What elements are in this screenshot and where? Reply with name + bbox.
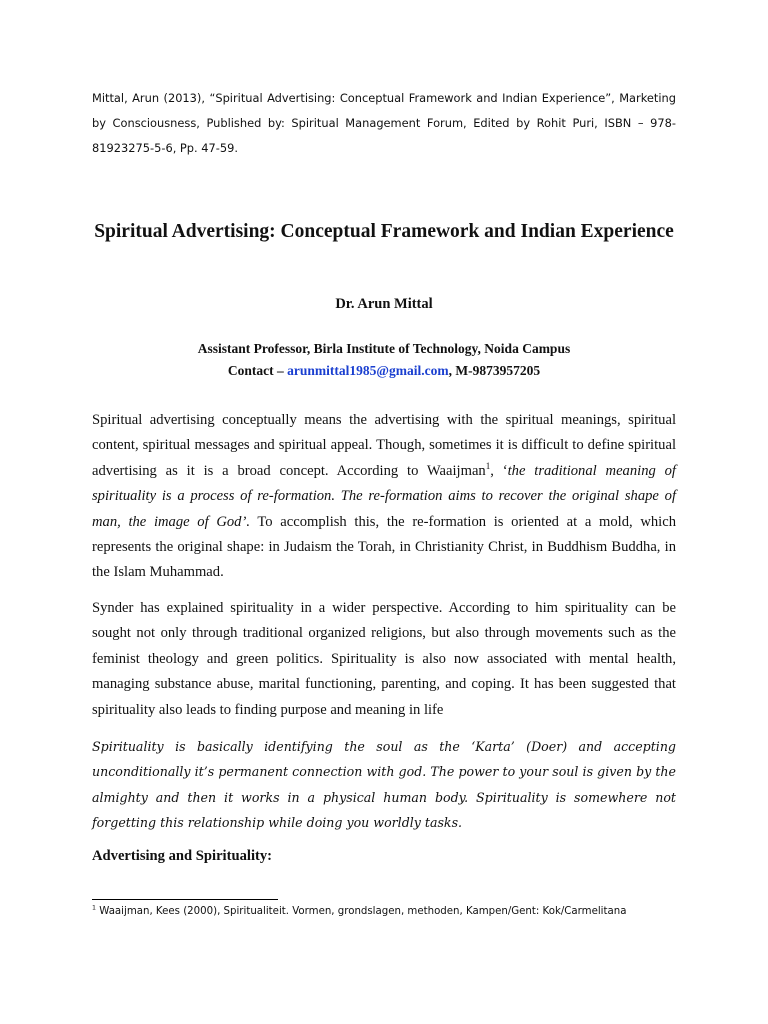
- affiliation: Assistant Professor, Birla Institute of Technology, Noida Campus: [197, 341, 571, 356]
- footnote-text: Waaijman, Kees (2000), Spiritualiteit. Vormen, grondslagen, methoden, Kampen/Gent: Kok/Carmelitana: [96, 906, 627, 917]
- paragraph-1-text-b: , ‘: [490, 462, 508, 479]
- contact-line: [92, 360, 676, 382]
- paragraph-3-italic: Spirituality is basically identifying the soul as the ‘Karta’ (Doer) and accepting unconditionally it’s permanent connection with god. The power to your soul is given by the almighty and then it works in a physical human body. Spirituality is somewhere not forgetting this relationship while doing you worldly tasks.: [92, 739, 676, 831]
- citation-header: Mittal, Arun (2013), “Spiritual Advertising: Conceptual Framework and Indian Experience”, Marketing by Consciousness, Published by: Spiritual Management Forum, Edited by Rohit Puri, ISBN – 978-81923275-5-6, Pp. 47-59.: [92, 91, 676, 155]
- paragraph-1-text-c: To accomplish this, the re-formation is oriented at a mold, which represents the original shape: in Judaism the Torah, in Christianity Christ, in Buddhism Buddha, in the Islam Muhammad.: [92, 513, 676, 581]
- paragraph-1: [92, 408, 676, 586]
- footnote-divider: [92, 899, 278, 900]
- author-name: Dr. Arun Mittal: [335, 296, 433, 312]
- paragraph-1-text-a: Spiritual advertising conceptually means the advertising with the spiritual meanings, spiritual content, spiritual messages and spiritual appeal. Though, sometimes it is difficult to define spiritual advertising as it is a broad concept. According to Waaijman: [92, 412, 676, 479]
- paper-title: Spiritual Advertising: Conceptual Framework and Indian Experience: [94, 221, 674, 242]
- email-link[interactable]: arunmittal1985@gmail.com: [287, 363, 449, 378]
- section-heading: Advertising and Spirituality:: [92, 848, 273, 864]
- waaijman-quote: the traditional meaning of spirituality is a process of re-formation. The re-formation aims to recover the original shape of man, the image of God’.: [92, 462, 676, 530]
- footnote: [92, 906, 692, 917]
- footnote-reference[interactable]: 1: [485, 460, 491, 471]
- contact-prefix: Contact –: [227, 363, 288, 378]
- footnote-number: 1: [92, 904, 97, 912]
- paragraph-2: Synder has explained spirituality in a wider perspective. According to him spirituality can be sought not only through traditional organized religions, but also through movements such as the feminist theology and green politics. Spirituality is also now associated with mental health, managing substance abuse, marital functioning, parenting, and coping. It has been suggested that spirituality also leads to finding purpose and meaning in life: [92, 600, 676, 718]
- author-affiliation-block: [92, 338, 676, 382]
- contact-phone: , M-9873957205: [448, 363, 541, 378]
